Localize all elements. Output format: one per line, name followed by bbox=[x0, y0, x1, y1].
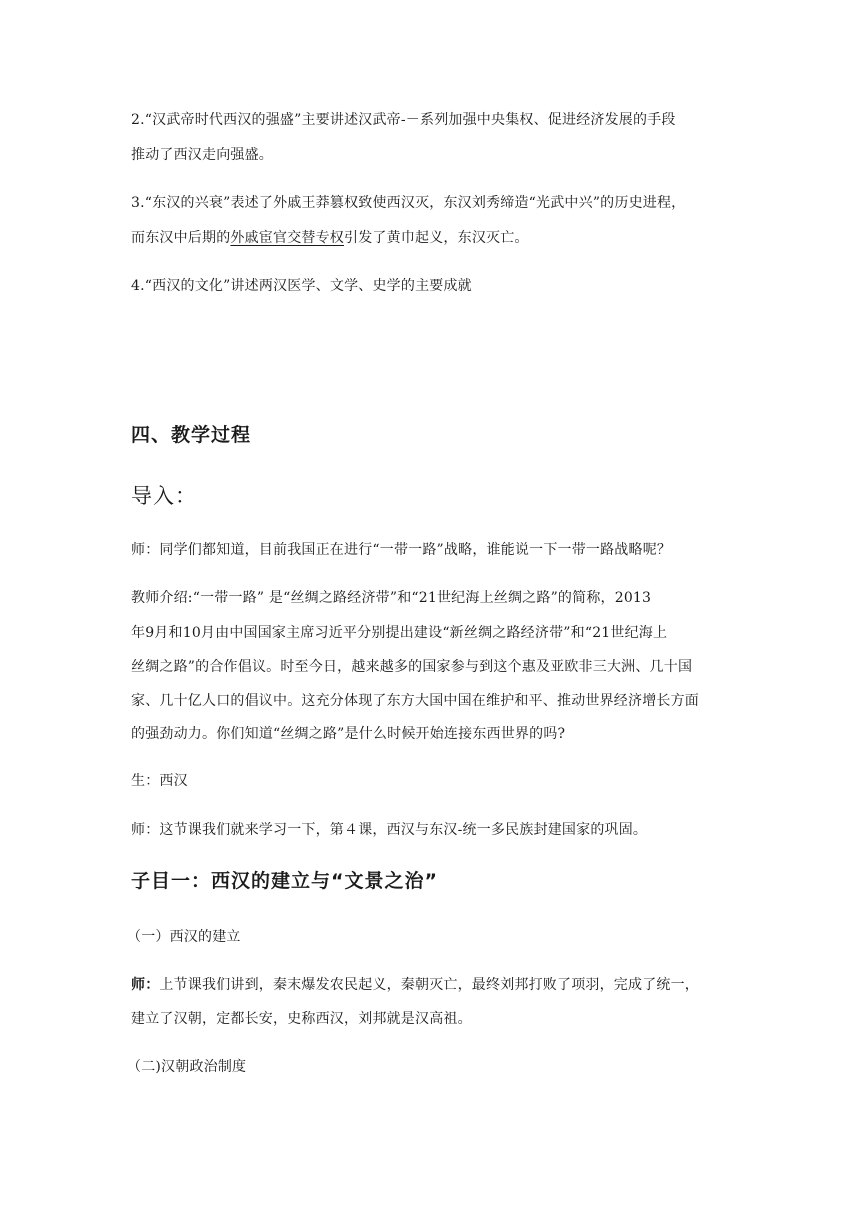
sub1-text-line2: 建立了汉朝，定都长安，史称西汉，刘邦就是汉高祖。 bbox=[131, 1011, 472, 1027]
teacher-label: 师： bbox=[131, 977, 160, 993]
item3-line2-pre: 而东汉中后期的 bbox=[131, 230, 231, 246]
item3-line2 bbox=[131, 228, 731, 248]
teacher-intro-line2: 年9月和10月由中国国家主席习近平分别提出建设“新丝绸之路经济带”和“21世纪海上 bbox=[131, 625, 668, 641]
item3-underlined-phrase: 外戚宦官交替专权 bbox=[230, 230, 345, 246]
teacher-intro-line1: 教师介绍:“一带一路” 是“丝绸之路经济带”和“21世纪海上丝绸之路”的简称，2013 bbox=[131, 590, 652, 606]
subtopic1-title: 子目一：西汉的建立与“文景之治” bbox=[131, 870, 438, 892]
teacher-intro-line5: 的强劲动力。你们知道“丝绸之路”是什么时候开始连接东西世界的吗? bbox=[131, 726, 566, 742]
teacher-lesson: 师：这节课我们就来学习一下，第４课，西汉与东汉-统一多民族封建国家的巩固。 bbox=[131, 822, 648, 838]
item2-line1: 2.“汉武帝时代西汉的强盛”主要讲述汉武帝-－系列加强中央集权、促进经济发展的手段 bbox=[131, 112, 676, 128]
item3-line2-post: 引发了黄巾起义，东汉灭亡。 bbox=[344, 230, 529, 246]
teacher-question: 师：同学们都知道，目前我国正在进行“一带一路”战略，谁能说一下一带一路战略呢？ bbox=[131, 542, 672, 558]
item2-line2: 推动了西汉走向强盛。 bbox=[131, 147, 273, 163]
sub1-text-line1-body: 上节课我们讲到，秦末爆发农民起义，秦朝灭亡，最终刘邦打败了项羽，完成了统一， bbox=[159, 977, 700, 993]
student-answer: 生：西汉 bbox=[131, 773, 188, 789]
sub1-heading: （一）西汉的建立 bbox=[127, 929, 241, 945]
sub1-text-line1 bbox=[131, 975, 731, 995]
teacher-intro-line3: 丝绸之路”的合作倡议。时至今日，越来越多的国家参与到这个惠及亚欧非三大洲、几十国 bbox=[131, 659, 693, 675]
item3-line1: 3.“东汉的兴衰”表述了外戚王莽篡权致使西汉灭，东汉刘秀缔造“光武中兴”的历史进程， bbox=[131, 195, 686, 211]
sub2-heading: （二)汉朝政治制度 bbox=[127, 1059, 247, 1075]
section4-title: 四、教学过程 bbox=[131, 424, 252, 446]
intro-heading: 导入： bbox=[131, 484, 197, 508]
item4-line1: 4.“西汉的文化”讲述两汉医学、文学、史学的主要成就 bbox=[131, 278, 472, 294]
teacher-intro-line4: 家、几十亿人口的倡议中。这充分体现了东方大国中国在维护和平、推动世界经济增长方面 bbox=[131, 693, 699, 709]
